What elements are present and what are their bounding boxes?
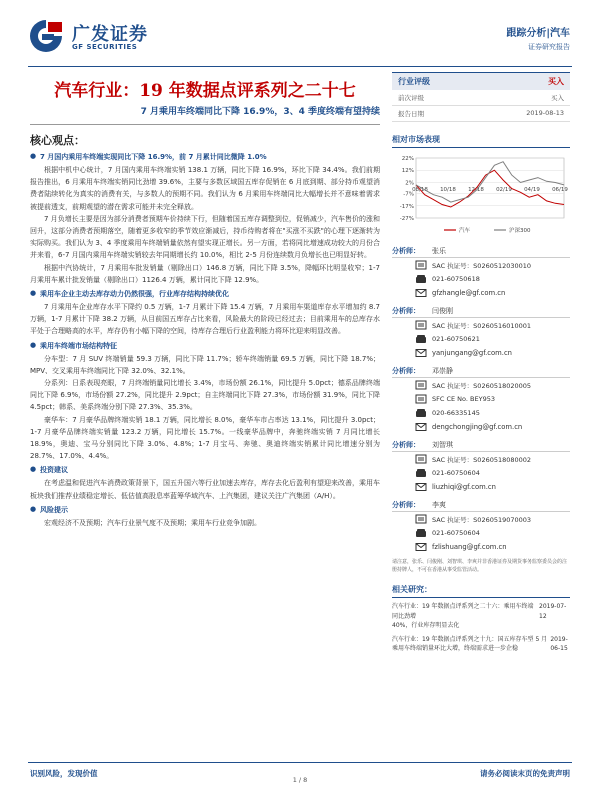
chart-x-tick: 04/19 [524,186,540,193]
section-paragraph: 7 月乘用车企业库存水平下降约 0.5 万辆，1-7 月累计下降 15.4 万辆，7 月乘用车渠道库存水平增加约 8.7 万辆，1-7 月累计下降 38.2 万辆，从目前国五库存占比来看，风险最大的阶段已经过去；目前乘用车的总库存水平处于合理略高的水平，库存仍有小幅下降的空间，待库存合理后行业盈利能力将环比迎来明显改善。 [30,303,380,336]
analyst-name: 刘智琪 [432,440,453,449]
analyst-phone-row [392,466,570,480]
related-item-title: 汽车行业：19 年数据点评系列之二十六：乘用车终端同比劲增 [392,603,534,620]
chart-y-tick: -17% [399,203,414,210]
report-subtitle: 7 月乘用车终端同比下降 16.9%，3、4 季度终端有望持续 [140,107,380,117]
market-chart [392,152,570,240]
section-heading-text: 风险提示 [40,505,68,514]
chart-plot-area [416,158,564,218]
analyst-name: 张乐 [432,246,446,255]
analyst-name: 邓崇静 [432,366,453,375]
analyst-license-row [392,258,570,272]
main-content [30,132,380,529]
related-item-date: 2019-07-12 [539,603,567,620]
section-paragraph: 根据中机中心统计，7 月国内乘用车终端实销 138.1 万辆，同比下降 16.9%，环比下降 34.4%。我们前期报告推出，6 月乘用车终端实销同比劲增 39.6%，主要与多数区域国五库存促销在 6 月底到期、部分持币观望消费者陆续转化为真实的消费有关，与多数人的预期不同。我们认为 6 月乘用车终端同比大幅增长并不意味着需求被提前透支，前期观望的潜在需求可能并未完全释放。 [30,166,380,211]
page-header [0,0,600,72]
analyst-name-row [392,304,570,318]
chart-legend-label: 汽车 [459,228,471,234]
header-divider [28,66,572,67]
chart-x-tick: 06/19 [552,186,568,193]
section-paragraph: 在考虑温和促进汽车消费政策背景下，国五升国六等行业加速去库存，库存去化后盈利有望迎来改善，乘用车板块我们推荐业绩稳定增长、低估值高股息率蓝筹华域汽车、上汽集团，建议关注广汽集团（A/H）。 [30,479,380,500]
analyst-card [392,364,570,434]
sidebar [392,72,570,654]
gf-logo-icon [28,18,64,54]
analyst-phone: 021-60750618 [432,275,480,283]
analyst-phone: 021-60750604 [432,469,480,477]
id-card-icon [410,393,432,405]
analysts-list [392,244,570,554]
analyst-phone-row [392,332,570,346]
related-item[interactable] [392,635,570,654]
id-card-icon [410,513,432,525]
report-type: 跟踪分析|汽车 [506,28,570,39]
report-date-row [392,106,570,122]
prev-rating-value: 买入 [551,94,564,102]
related-item-date: 2019-06-15 [550,635,568,652]
id-card-icon [410,379,432,391]
rating-label: 行业评级 [398,77,430,86]
market-performance-title: 相对市场表现 [392,134,570,148]
analyst-role: 分析师： [392,306,420,315]
section-paragraph: 宏观经济不及预期；汽车行业景气度不及预期；乘用车行业竞争加剧。 [44,518,261,527]
analyst-license: SAC 执证号：S0260516010001 [432,321,532,330]
bullet-icon: ● [30,152,37,160]
analyst-name-row [392,364,570,378]
phone-icon [410,467,432,479]
analyst-sfc-license-row [392,392,570,406]
phone-icon [410,333,432,345]
rating-header [392,72,570,90]
logo-chinese-name: 广发证券 [72,24,148,45]
analyst-license-row [392,512,570,526]
analyst-email[interactable]: yanjungang@gf.com.cn [432,349,512,357]
chart-x-tick: 12/18 [468,186,484,193]
analyst-name-row [392,498,570,512]
report-title: 汽车行业：19 年数据点评系列之二十七 [54,81,356,101]
analyst-role: 分析师： [392,500,420,509]
analyst-email[interactable]: liuzhiqi@gf.com.cn [432,483,496,491]
chart-x-tick: 10/18 [440,186,456,193]
analyst-sfc-license: SFC CE No. BEY953 [432,395,495,403]
footer-divider [28,762,572,763]
analyst-email-row [392,540,570,554]
prev-rating-row [392,90,570,106]
section-heading-text: 投资建议 [40,466,68,475]
related-research-list [392,602,570,654]
analyst-card [392,304,570,360]
analyst-name-row [392,244,570,258]
bullet-icon: ● [30,504,37,513]
analyst-license-row [392,318,570,332]
analyst-role: 分析师： [392,246,420,255]
analyst-phone-row [392,526,570,540]
chart-y-tick: 12% [401,168,414,175]
section-heading [30,289,380,299]
analyst-card [392,498,570,554]
section-paragraph: 豪华车：7 月豪华品牌终端实销 18.1 万辆，同比增长 8.0%，豪华车市占率达 13.1%，同比提升 3.0pct；1-7 月豪华品牌终端实销量 123.2 万辆，同比增长 15.7%。一线豪华品牌中，奔驰终端实销 7 月同比增长 18.9%，奥迪、宝马分别同比下降 3.0%、4.8%；1-7 月宝马、奔驰、奥迪终端实销累计同比增速分别为 28.7%、17.0%、4.4%。 [30,415,380,461]
prev-rating-label: 前次评级 [398,94,424,102]
analyst-license: SAC 执证号：S0260512030010 [432,261,532,270]
related-item-extra: 40%，行业库存明显去化 [392,622,460,629]
id-card-icon [410,259,432,271]
logo-english-name: GF SECURITIES [72,43,138,51]
section-heading-text: 乘用车终端市场结构特征 [40,341,117,350]
analyst-email-row [392,420,570,434]
section-paragraph: 7 月负增长主要是因为部分消费者预期车价持续下行，但随着国五库存调整到位，促销减少，汽车售价的涨和回升，这部分消费者预期落空，随着更多收窄的季节效应渐减后，持币待购者将在"买涨不买跌"的心理下逐渐转为实际购买。我们认为 3、4 季度乘用车终端销量依然有望实现正增长。另一方面，若将同比增速成功较大的月份合并来看，6-7 月国内乘用车终端实销较去年同期增长约 10.0%，相比 2-5 月份连续数月负增长也已明显好转。 [30,214,380,260]
report-date-label: 报告日期 [398,110,424,118]
analyst-name-row [392,438,570,452]
report-subtype: 证券研究报告 [528,43,570,51]
rating-box [392,72,570,122]
chart-y-tick: -27% [399,216,414,222]
company-logo [28,18,188,54]
section-heading [30,465,380,475]
related-item[interactable] [392,602,570,631]
analyst-license-row [392,378,570,392]
phone-icon [410,273,432,285]
chart-y-tick: 2% [405,180,414,187]
chart-series-line [416,170,564,207]
analyst-email-row [392,480,570,494]
email-icon [410,287,432,299]
section-heading-text: 乘用车企业主动去库存动力仍然很强，行业库存结构持续优化 [40,290,229,299]
analyst-disclaimer: 请注意，张乐、闫俊刚、刘智琪、李爽并非香港证券及期货事务监察委员会的注册持牌人，不可在香港从事受监管活动。 [392,559,568,573]
title-divider [30,124,380,125]
analyst-card [392,244,570,300]
related-item-row [392,635,570,654]
related-item-title: 汽车行业：19 年数据点评系列之十九：国五库存车型 5 月乘用车终端销量环比大增，终端需求进一步企稳 [392,635,548,652]
id-card-icon [410,453,432,465]
analyst-email[interactable]: gfzhangle@gf.com.cn [432,289,506,297]
analyst-role: 分析师： [392,440,420,449]
section-paragraph: 根据中汽协统计，7 月乘用车批发销量（剔除出口）146.8 万辆，同比下降 3.5%，降幅环比明显收窄；1-7 月乘用车累计批发销量（剔除出口）1126.4 万辆，累计同比下降 12.9%。 [30,263,380,284]
section-heading-text: 7 月国内乘用车终端实现同比下降 16.9%，前 7 月累计同比微降 1.0% [40,153,267,161]
email-icon [410,347,432,359]
section-heading [30,152,380,162]
chart-legend-label: 沪深300 [509,228,531,234]
chart-y-tick: -7% [403,191,414,198]
phone-icon [410,527,432,539]
chart-y-tick: 22% [401,156,414,162]
market-chart-svg [392,152,570,240]
analyst-phone-row [392,406,570,420]
related-item-row [392,602,570,621]
page-number: 1 / 8 [292,776,308,784]
analyst-license-row [392,452,570,466]
email-icon [410,421,432,433]
section-paragraph: 分车型：7 月 SUV 终端销量 59.3 万辆，同比下降 11.7%；轿车终端销量 69.5 万辆，同比下降 18.7%；MPV、交叉乘用车终端同比下降 32.0%、32.1%。 [30,354,380,375]
bullet-icon: ● [30,340,37,349]
analyst-email-row [392,286,570,300]
analyst-phone: 021-60750621 [432,335,480,343]
analyst-name: 闫俊刚 [432,306,453,315]
summary-heading: 核心观点： [30,134,85,147]
analyst-license: SAC 执证号：S0260519070003 [432,515,532,524]
analyst-phone: 021-60750604 [432,529,480,537]
analyst-phone: 020-66335145 [432,409,480,417]
section-heading [30,505,380,515]
analyst-card [392,438,570,494]
footer-disclaimer: 请务必阅读末页的免责声明 [480,769,570,778]
email-icon [410,481,432,493]
bullet-icon: ● [30,289,37,298]
sections-container [30,152,380,529]
footer-slogan: 识别风险，发现价值 [30,769,98,778]
id-card-icon [410,319,432,331]
analyst-phone-row [392,272,570,286]
chart-x-tick: 02/19 [496,186,512,193]
bullet-icon: ● [30,465,37,474]
related-research-title: 相关研究： [392,584,570,598]
analyst-role: 分析师： [392,366,420,375]
analyst-email[interactable]: dengchongjing@gf.com.cn [432,423,523,431]
section-paragraph: 分系列：日系表现亮眼，7 月终端销量同比增长 3.4%，市场份额 26.1%，同比提升 5.0pct；德系品牌终端同比下降 6.9%，市场份额 27.2%，同比提升 2.9pct；自主终端同比下降 27.3%，市场份额 31.9%，同比下降 4.5pct；韩系、美系终端分别下降 27.3%、35.3%。 [30,379,380,412]
chart-x-tick: 08/18 [412,186,428,193]
rating-value: 买入 [548,77,564,86]
analyst-license: SAC 执证号：S0260518020005 [432,381,532,390]
analyst-email-row [392,346,570,360]
analyst-name: 李爽 [432,500,446,509]
chart-series-line [416,162,564,202]
section-heading [30,341,380,351]
phone-icon [410,407,432,419]
analyst-email[interactable]: fzlishuang@gf.com.cn [432,543,507,551]
email-icon [410,541,432,553]
report-date-value: 2019-08-13 [526,109,564,117]
analyst-license: SAC 执证号：S0260518080002 [432,455,532,464]
